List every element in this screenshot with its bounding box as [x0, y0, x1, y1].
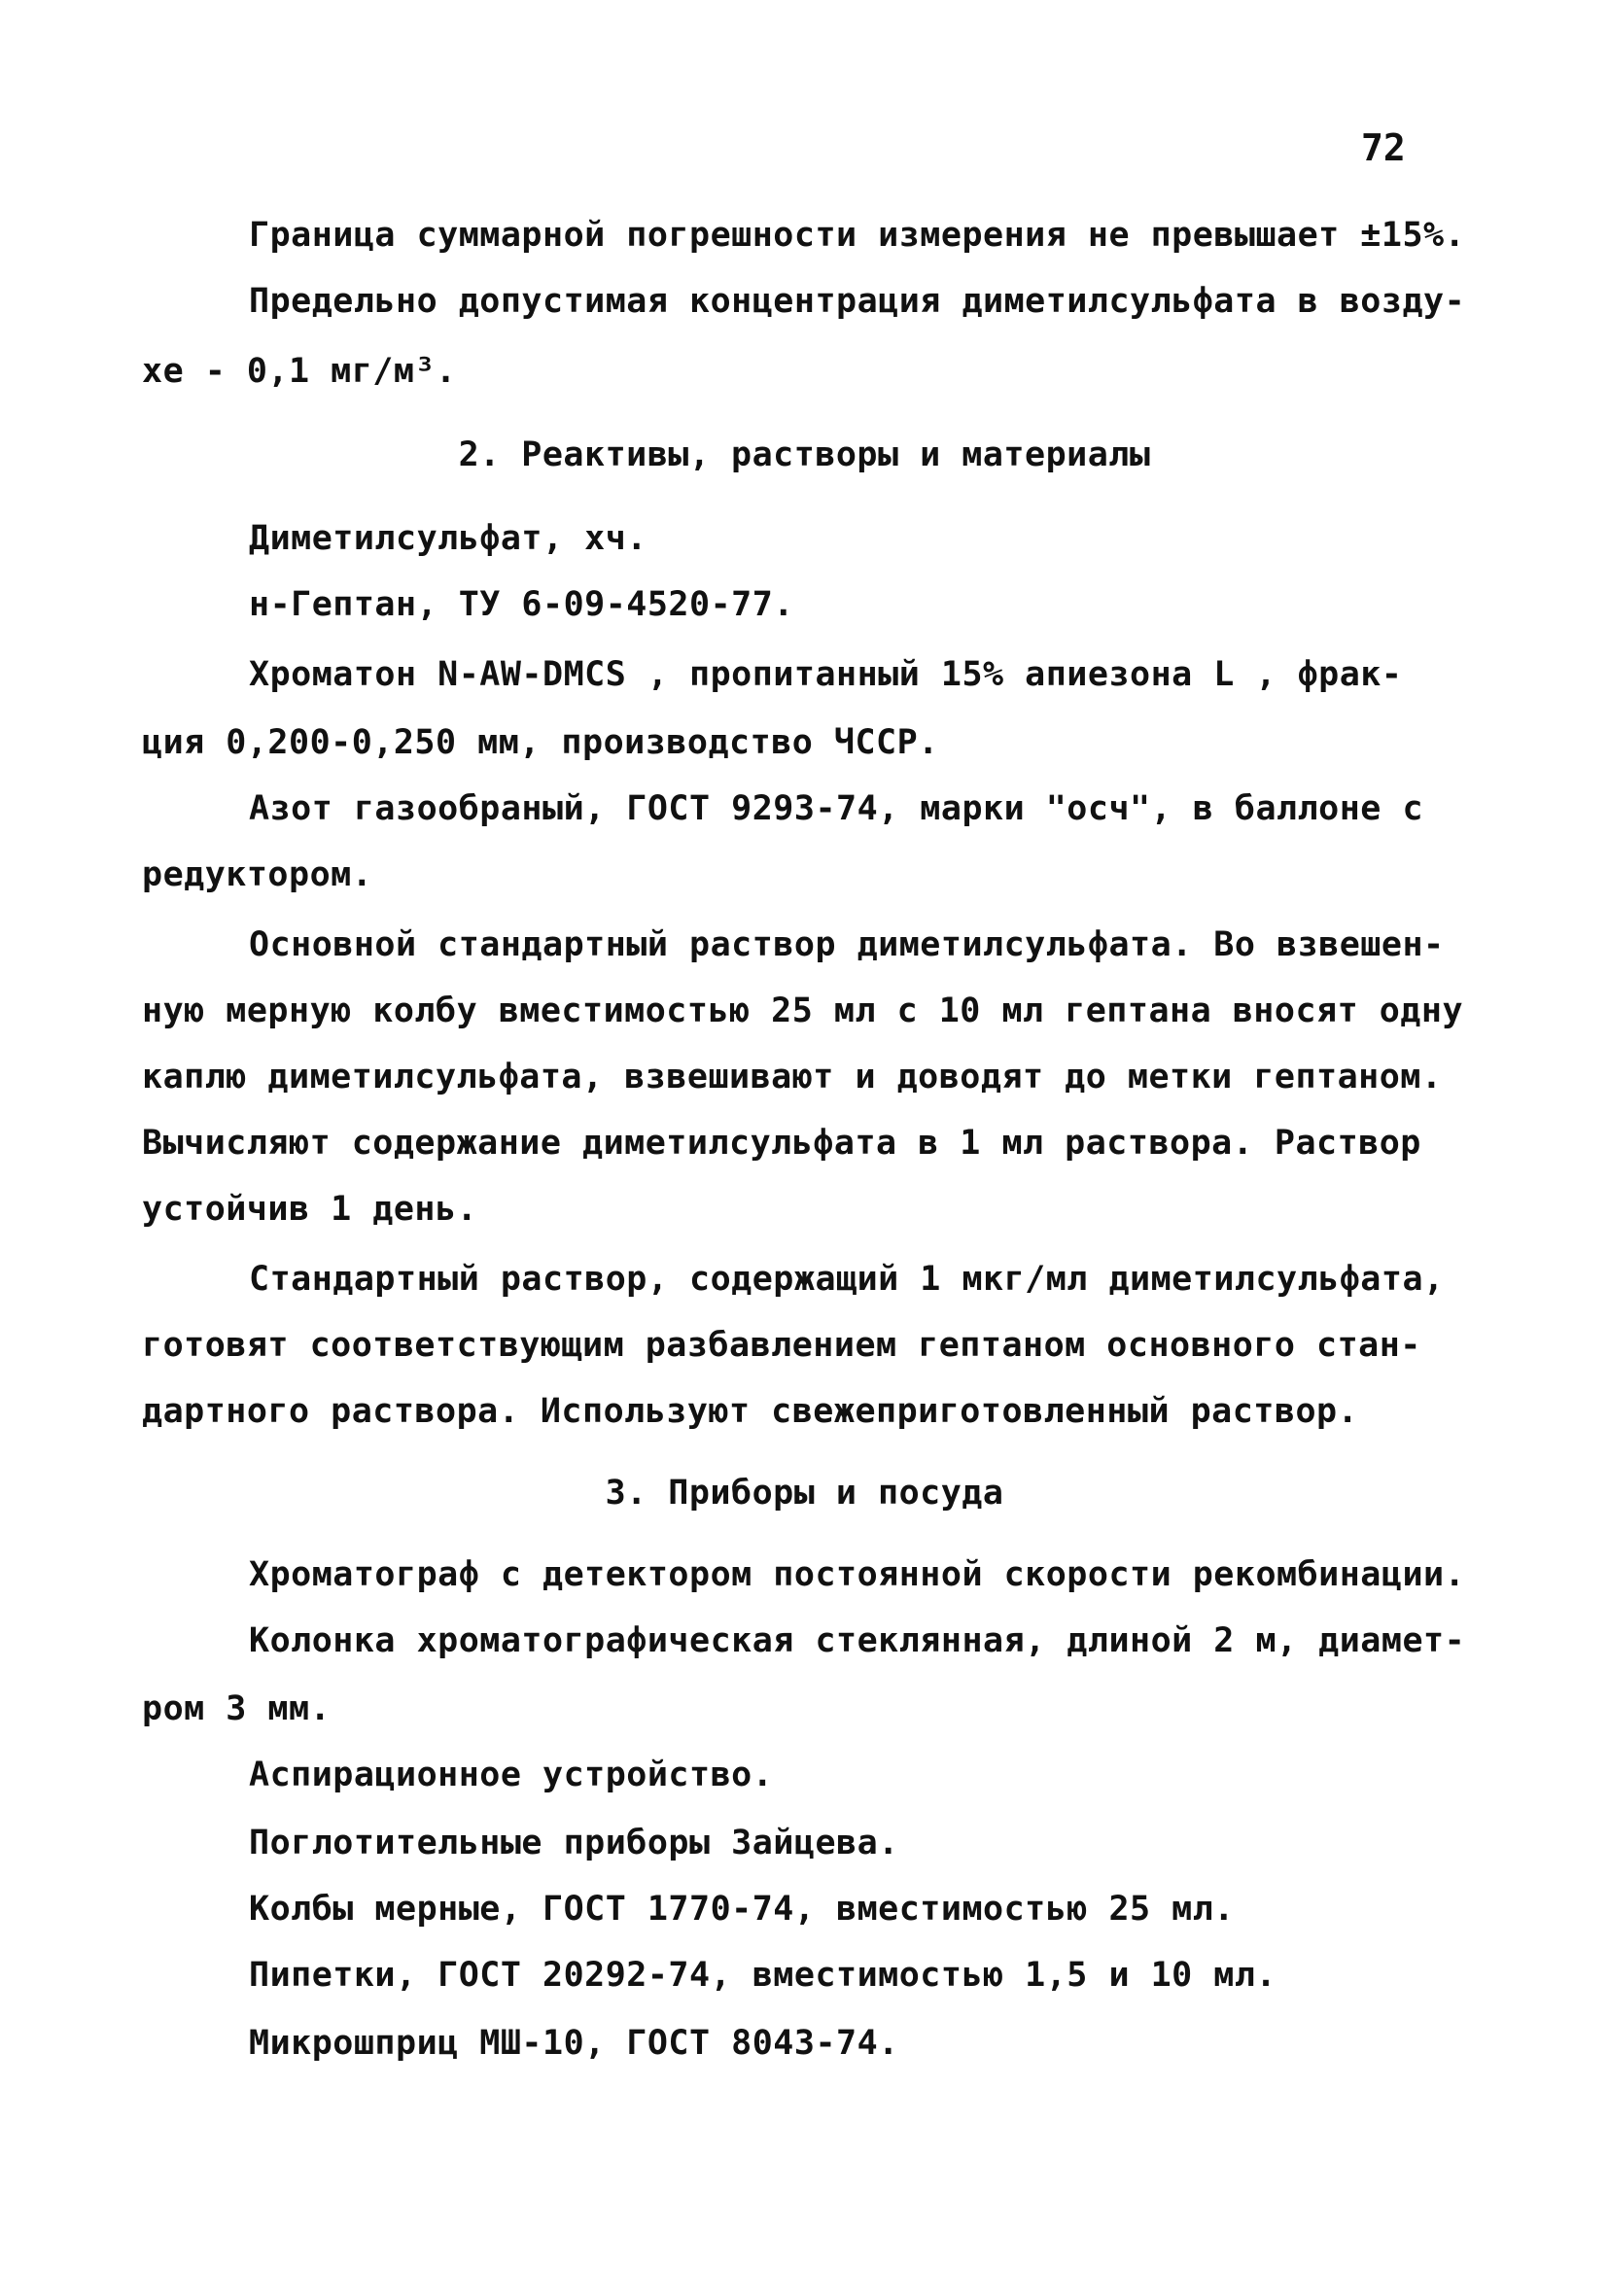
paragraph-line: Граница суммарной погрешности измерения не превышает ±15%.: [249, 216, 1466, 255]
paragraph-line: готовят соответствующим разбавлением гептаном основного стан-: [142, 1326, 1421, 1365]
paragraph-line: Диметилсульфат, хч.: [249, 519, 647, 558]
paragraph-line: редуктором.: [142, 855, 373, 894]
page-number: 72: [1361, 126, 1406, 169]
paragraph-line: Азот газообраный, ГОСТ 9293-74, марки "осч", в баллоне с: [249, 789, 1424, 828]
paragraph-line: Пипетки, ГОСТ 20292-74, вместимостью 1,5 и 10 мл.: [249, 1956, 1277, 1995]
section-heading-instruments: 3. Приборы и посуда: [605, 1474, 1004, 1513]
paragraph-line: Хроматон N-AW-DMCS , пропитанный 15% апиезона L , фрак-: [249, 655, 1403, 694]
paragraph-line: Аспирационное устройство.: [249, 1756, 774, 1794]
paragraph-line: Стандартный раствор, содержащий 1 мкг/мл диметилсульфата,: [249, 1260, 1445, 1299]
paragraph-line: Колбы мерные, ГОСТ 1770-74, вместимостью 25 мл.: [249, 1890, 1235, 1929]
section-heading-reagents: 2. Реактивы, растворы и материалы: [458, 435, 1151, 474]
paragraph-line: Хроматограф с детектором постоянной скорости рекомбинации.: [249, 1555, 1466, 1594]
paragraph-line: Поглотительные приборы Зайцева.: [249, 1824, 899, 1862]
paragraph-line: ция 0,200-0,250 мм, производство ЧССР.: [142, 723, 939, 762]
paragraph-line: н-Гептан, ТУ 6-09-4520-77.: [249, 585, 794, 624]
paragraph-line: хе - 0,1 мг/м³.: [142, 352, 457, 391]
paragraph-line: Колонка хроматографическая стеклянная, длиной 2 м, диамет-: [249, 1621, 1466, 1660]
paragraph-line: Предельно допустимая концентрация диметилсульфата в возду-: [249, 282, 1466, 321]
paragraph-line: Микрошприц МШ-10, ГОСТ 8043-74.: [249, 2024, 899, 2063]
paragraph-line: дартного раствора. Используют свежеприготовленный раствор.: [142, 1392, 1359, 1431]
paragraph-line: Основной стандартный раствор диметилсульфата. Во взвешен-: [249, 925, 1445, 964]
paragraph-line: Вычисляют содержание диметилсульфата в 1 мл раствора. Раствор: [142, 1124, 1421, 1163]
paragraph-line: ную мерную колбу вместимостью 25 мл с 10 мл гептана вносят одну: [142, 991, 1464, 1030]
paragraph-line: каплю диметилсульфата, взвешивают и доводят до метки гептаном.: [142, 1058, 1443, 1096]
paragraph-line: устойчив 1 день.: [142, 1190, 478, 1229]
paragraph-line: ром 3 мм.: [142, 1689, 332, 1728]
